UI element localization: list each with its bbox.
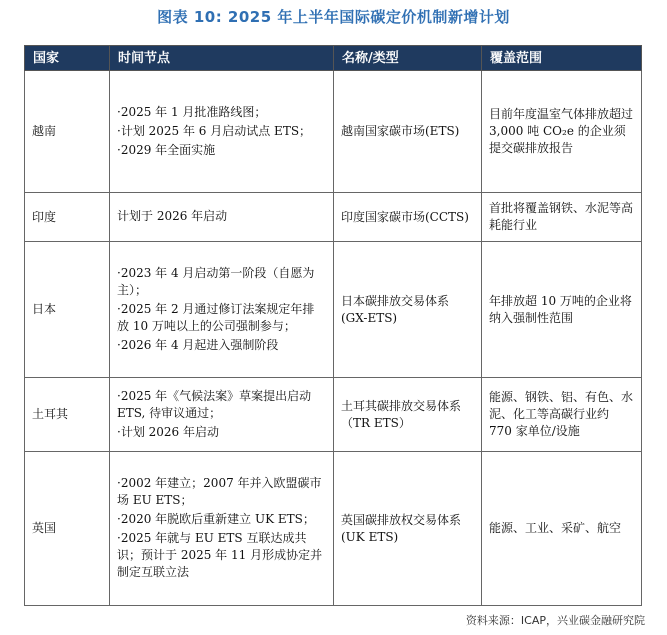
timeline-item: ·2020 年脱欧后重新建立 UK ETS； (117, 512, 315, 526)
timeline-cell (110, 242, 334, 378)
table-header-row (25, 46, 642, 71)
name-type-cell: 英国碳排放权交易体系(UK ETS) (334, 452, 482, 606)
timeline-item: 计划于 2026 年启动 (117, 209, 228, 223)
timeline-cell (110, 452, 334, 606)
timeline-item: ·2025 年《气候法案》草案提出启动 ETS, 待审议通过； (117, 388, 312, 420)
timeline-item: ·2029 年全面实施 (117, 142, 216, 157)
header-coverage: 覆盖范围 (482, 46, 642, 71)
timeline-item: ·2025 年就与 EU ETS 互联达成共识；预计于 2025 年 11 月形成协定并制定互联立法 (117, 531, 323, 579)
country-cell: 英国 (25, 452, 110, 606)
name-type-cell: 土耳其碳排放交易体系（TR ETS） (334, 378, 482, 452)
header-timeline: 时间节点 (110, 46, 334, 71)
timeline-cell (110, 378, 334, 452)
timeline-item: ·2025 年 2 月通过修订法案规定年排放 10 万吨以上的公司强制参与； (117, 301, 315, 333)
header-country: 国家 (25, 46, 110, 71)
timeline-item: ·计划 2025 年 6 月启动试点 ETS； (117, 123, 312, 138)
timeline-item: ·计划 2026 年启动 (117, 424, 219, 439)
table-row (25, 71, 642, 193)
coverage-cell: 首批将覆盖钢铁、水泥等高耗能行业 (482, 193, 642, 242)
table-row (25, 193, 642, 242)
name-type-cell: 越南国家碳市场(ETS) (334, 71, 482, 193)
timeline-item: ·2025 年 1 月批准路线图； (117, 104, 267, 119)
name-type-cell: 印度国家碳市场(CCTS) (334, 193, 482, 242)
table-row (25, 242, 642, 378)
timeline-cell (110, 71, 334, 193)
source-note: 资料来源：ICAP，兴业碳金融研究院 (465, 614, 645, 627)
carbon-pricing-table (24, 45, 642, 606)
country-cell: 印度 (25, 193, 110, 242)
coverage-cell: 年排放超 10 万吨的企业将纳入强制性范围 (482, 242, 642, 378)
name-type-cell: 日本碳排放交易体系(GX-ETS) (334, 242, 482, 378)
coverage-cell: 能源、钢铁、铝、有色、水泥、化工等高碳行业约 770 家单位/设施 (482, 378, 642, 452)
country-cell: 土耳其 (25, 378, 110, 452)
country-cell: 越南 (25, 71, 110, 193)
timeline-item: ·2023 年 4 月启动第一阶段（自愿为主）； (117, 265, 315, 297)
header-name-type: 名称/类型 (334, 46, 482, 71)
coverage-cell: 能源、工业、采矿、航空 (482, 452, 642, 606)
timeline-item: ·2002 年建立；2007 年并入欧盟碳市场 EU ETS； (117, 476, 322, 507)
timeline-cell (110, 193, 334, 242)
coverage-cell: 目前年度温室气体排放超过 3,000 吨 CO₂e 的企业须提交碳排放报告 (482, 71, 642, 193)
figure-title: 图表 10: 2025 年上半年国际碳定价机制新增计划 (157, 8, 510, 26)
table-row (25, 378, 642, 452)
timeline-item: ·2026 年 4 月起进入强制阶段 (117, 337, 279, 352)
table-row (25, 452, 642, 606)
country-cell: 日本 (25, 242, 110, 378)
